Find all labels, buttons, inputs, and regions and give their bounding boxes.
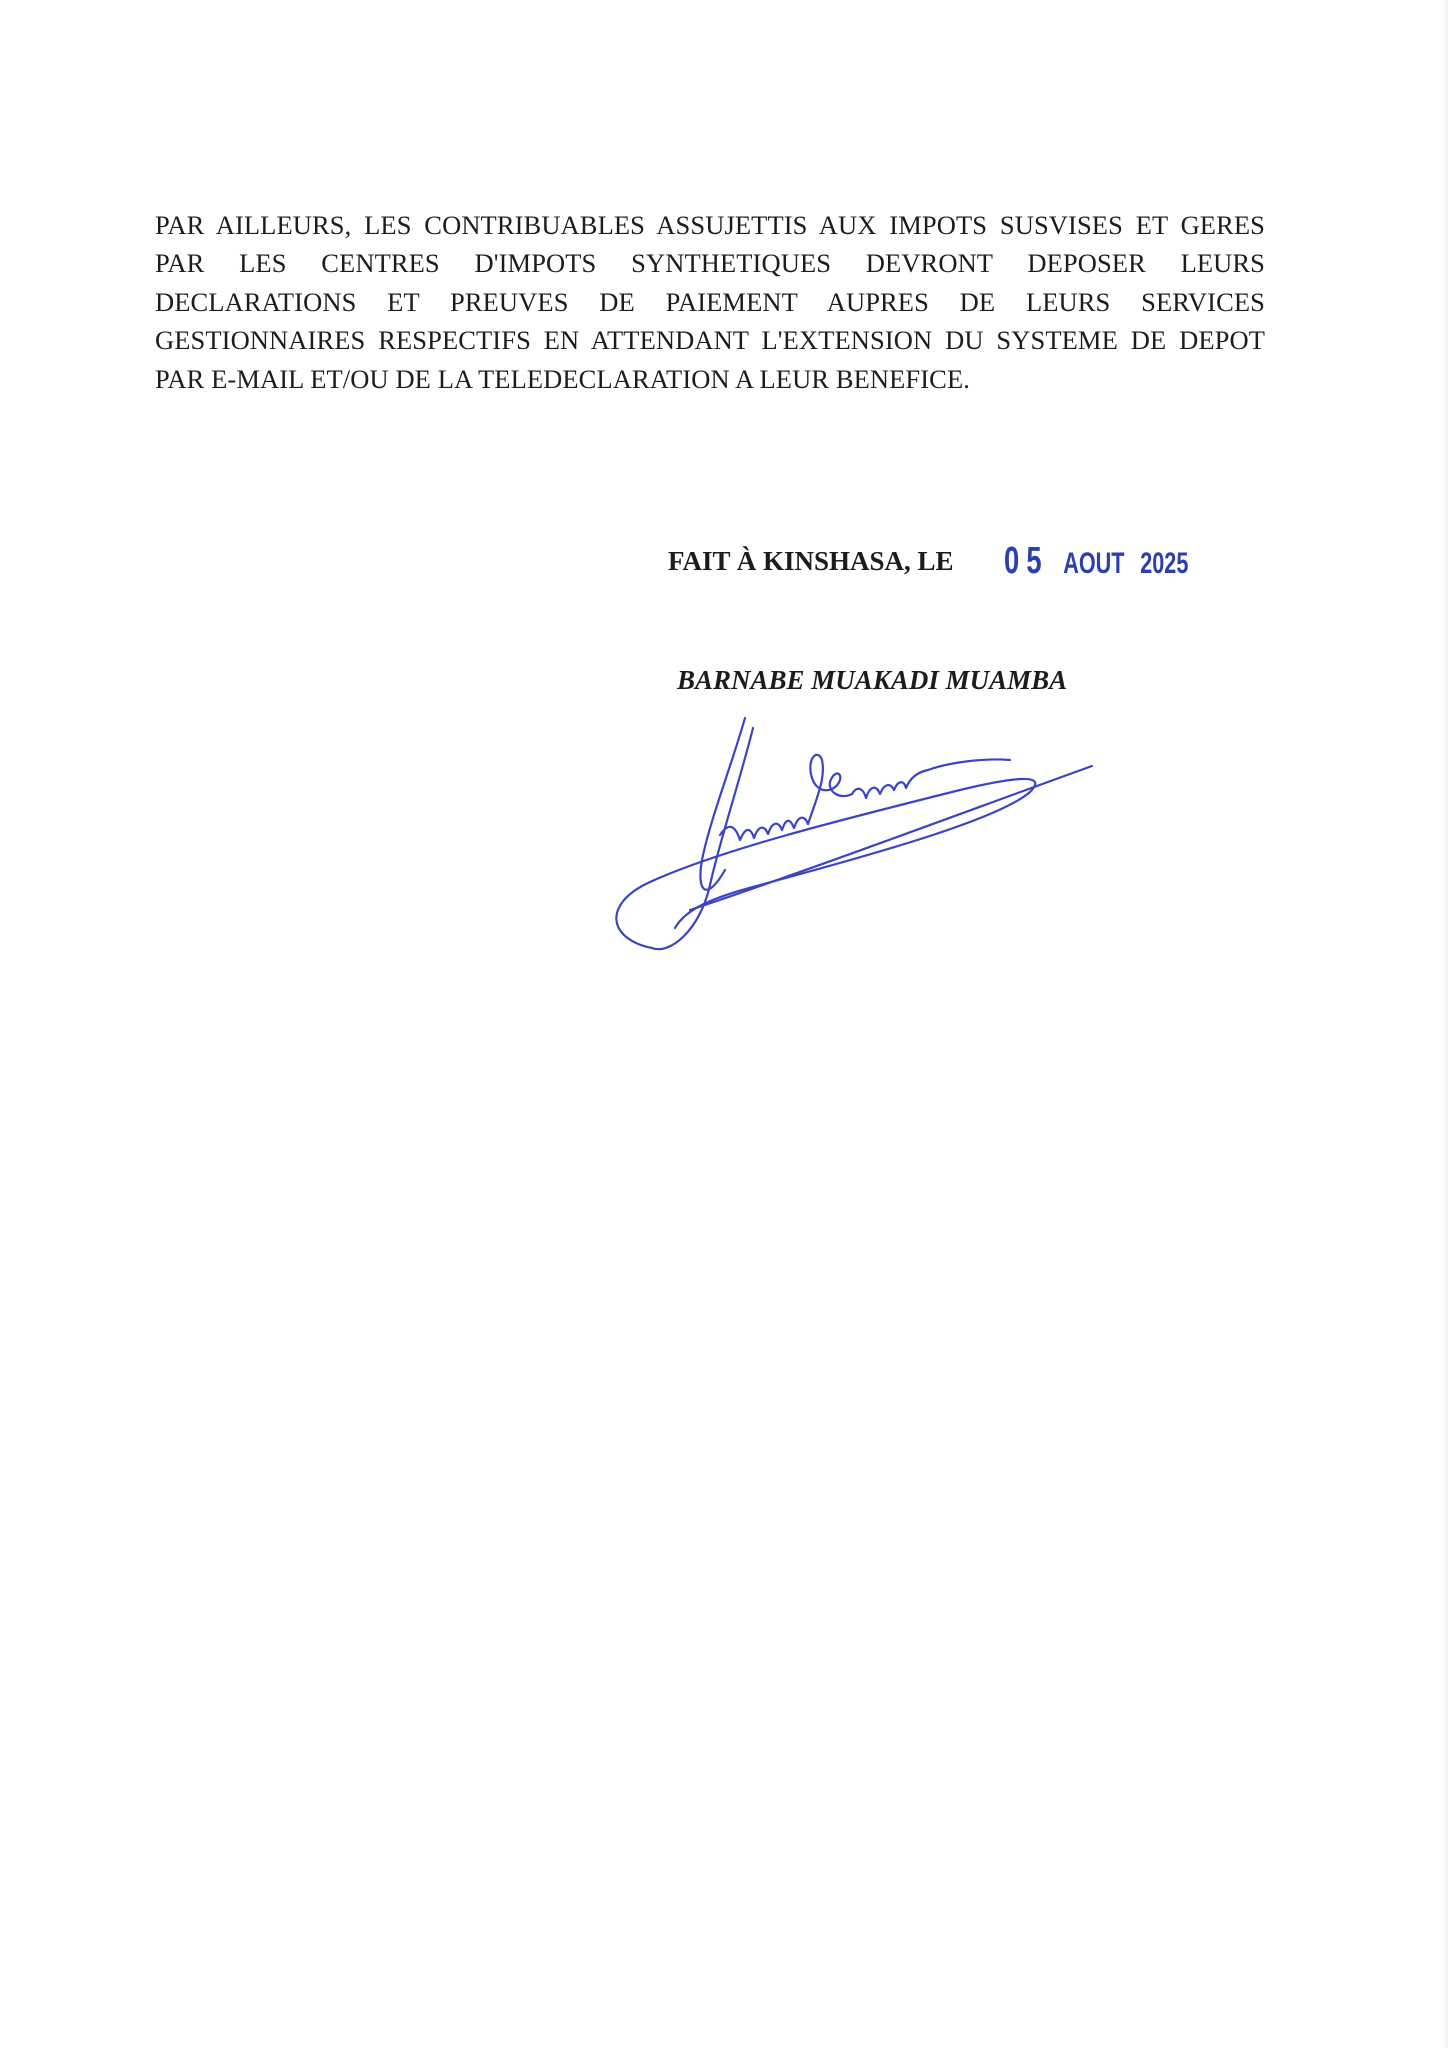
date-stamp-month: AOUT bbox=[1063, 547, 1125, 580]
place-date-label: FAIT À KINSHASA, LE bbox=[668, 546, 954, 576]
signatory-name: BARNABE MUAKADI MUAMBA bbox=[677, 665, 1068, 695]
handwritten-signature bbox=[590, 700, 1110, 970]
date-stamp bbox=[1004, 540, 1188, 583]
page-edge-shadow bbox=[1442, 0, 1448, 2048]
date-stamp-year: 2025 bbox=[1140, 547, 1189, 580]
date-stamp-day: 05 bbox=[1004, 540, 1049, 582]
body-paragraph: PAR AILLEURS, LES CONTRIBUABLES ASSUJETTIS AUX IMPOTS SUSVISES ET GERES PAR LES CENTRES D'IMPOTS SYNTHETIQUES DEVRONT DEPOSER LEURS DECLARATIONS ET PREUVES DE PAIEMENT AUPRES DE LEURS SERVICES GESTIONNAIRES RESPECTIFS EN ATTENDANT L'EXTENSION DU SYSTEME DE DEPOT PAR E-MAIL ET/OU DE LA TELEDECLARATION A LEUR BENEFICE. bbox=[155, 210, 1265, 394]
